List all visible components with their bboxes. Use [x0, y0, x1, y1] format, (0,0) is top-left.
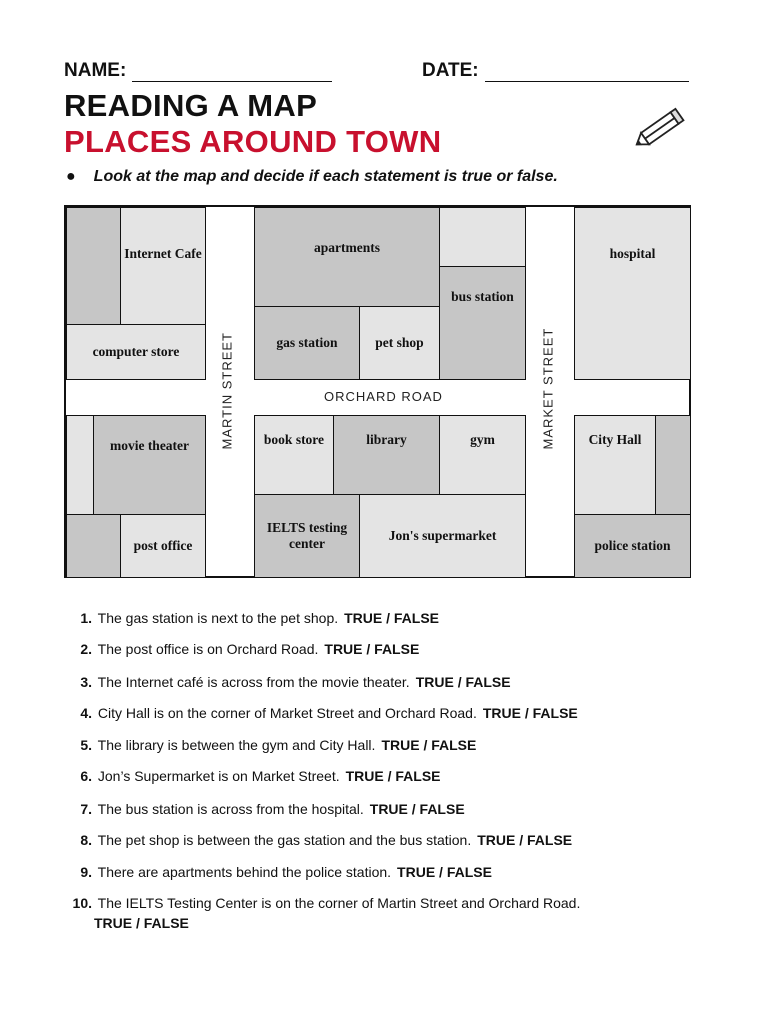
true-false-choice[interactable]: TRUE / FALSE — [381, 737, 477, 753]
map-movie-theater: movie theater — [93, 415, 206, 515]
map-pet-shop: pet shop — [359, 306, 440, 380]
question-item: 6. Jon’s Supermarket is on Market Street. TRUE / FALSE — [80, 768, 441, 784]
true-false-choice[interactable]: TRUE / FALSE — [344, 610, 440, 626]
map-block-blank — [655, 415, 691, 515]
question-item: 9. There are apartments behind the police station. TRUE / FALSE — [80, 864, 492, 880]
question-item: 4. City Hall is on the corner of Market Street and Orchard Road. TRUE / FALSE — [80, 705, 578, 721]
map-book-store: book store — [254, 415, 334, 495]
map-city-hall: City Hall — [574, 415, 656, 515]
name-blank-line — [132, 63, 332, 82]
true-false-choice[interactable]: TRUE / FALSE — [397, 864, 492, 880]
map-jons-supermarket: Jon's supermarket — [359, 494, 526, 578]
true-false-choice[interactable]: TRUE / FALSE — [345, 768, 441, 784]
question-item: 1. The gas station is next to the pet shop. TRUE / FALSE — [80, 610, 440, 626]
map-library: library — [333, 415, 440, 495]
map-gas-station: gas station — [254, 306, 360, 380]
street-orchard: ORCHARD ROAD — [324, 389, 443, 404]
name-label: NAME: — [64, 60, 127, 81]
true-false-choice[interactable]: TRUE / FALSE — [477, 832, 573, 848]
date-field — [422, 60, 689, 82]
map-police-station: police station — [574, 514, 691, 578]
map-block-blank — [66, 207, 121, 325]
map-ielts-testing-center: IELTS testing center — [254, 494, 360, 578]
question-item: 7. The bus station is across from the hospital. TRUE / FALSE — [80, 801, 465, 817]
true-false-choice[interactable]: TRUE / FALSE — [369, 801, 465, 817]
map-bus-station: bus station — [439, 266, 526, 380]
map-hospital: hospital — [574, 207, 691, 380]
street-martin: MARTIN STREET — [219, 332, 235, 450]
question-item: 8. The pet shop is between the gas station and the bus station. TRUE / FALSE — [80, 832, 573, 848]
date-blank-line — [485, 63, 689, 82]
page-title: READING A MAP — [64, 88, 318, 123]
map-apartments: apartments — [254, 207, 440, 307]
map-internet-cafe: Internet Cafe — [120, 207, 206, 325]
true-false-choice[interactable]: TRUE / FALSE — [415, 674, 511, 690]
question-item: 5. The library is between the gym and City Hall. TRUE / FALSE — [80, 737, 477, 753]
map-block-blank — [66, 514, 121, 578]
pencil-icon — [632, 104, 692, 152]
question-item: 3. The Internet café is across from the movie theater. TRUE / FALSE — [80, 674, 511, 690]
map-post-office: post office — [120, 514, 206, 578]
instruction — [66, 168, 558, 186]
instruction-text: Look at the map and decide if each statement is true or false. — [93, 168, 558, 185]
name-field — [64, 60, 332, 82]
true-false-choice[interactable]: TRUE / FALSE — [94, 915, 189, 931]
map-block-blank — [66, 415, 94, 515]
question-item: 10. The IELTS Testing Center is on the corner of Martin Street and Orchard Road. TRUE / FALSE — [72, 895, 581, 931]
true-false-choice[interactable]: TRUE / FALSE — [482, 705, 578, 721]
true-false-choice[interactable]: TRUE / FALSE — [324, 641, 420, 657]
town-map — [64, 205, 691, 578]
map-block-blank — [439, 207, 526, 267]
page-subtitle: PLACES AROUND TOWN — [64, 124, 442, 159]
bullet: ● — [66, 168, 76, 185]
date-label: DATE: — [422, 60, 479, 81]
question-item: 2. The post office is on Orchard Road. TRUE / FALSE — [80, 641, 420, 657]
map-computer-store: computer store — [66, 324, 206, 380]
street-market: MARKET STREET — [540, 327, 556, 450]
map-gym: gym — [439, 415, 526, 495]
